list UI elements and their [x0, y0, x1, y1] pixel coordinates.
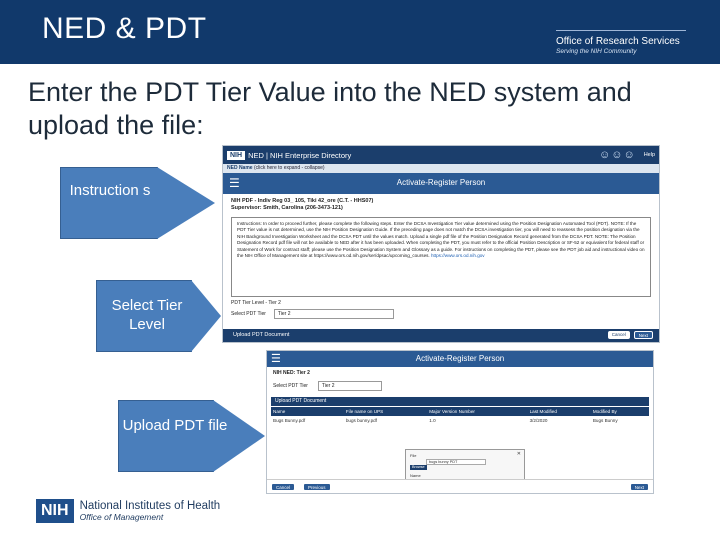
instructions-arrow-label: Instruction s: [69, 182, 151, 199]
hamburger-menu-icon[interactable]: ☰: [229, 176, 240, 190]
person-identity: NIH NED: Tier 2: [273, 370, 310, 376]
person-identity-line: NIH PDF - Indiv Reg 03_ 105, Tiki 42_ore (C.T. - HHS07): [231, 198, 374, 204]
browse-button[interactable]: Browse: [412, 465, 425, 469]
instructions-box: [231, 217, 651, 297]
people-icon: ☺☺☺: [598, 149, 636, 161]
upload-pdt-arrow: [118, 400, 266, 472]
page-title-bar: [223, 173, 659, 194]
cell-file-name: bugs bunny.pdf: [345, 418, 377, 423]
column-header[interactable]: File name on UPS: [344, 407, 427, 416]
name-label: Name: [410, 473, 421, 478]
help-link[interactable]: Help: [643, 152, 655, 158]
cancel-button[interactable]: Cancel: [271, 483, 295, 491]
person-identity: [223, 194, 659, 214]
documents-table: [271, 407, 649, 425]
upload-footer-label: Upload PDT Document: [233, 332, 290, 338]
column-header[interactable]: Name: [271, 407, 344, 416]
upload-section-header: Upload PDT Document: [271, 397, 649, 406]
cell-modified-by: Bugs Bunny: [592, 418, 618, 423]
nih-om-logo: [36, 499, 220, 523]
instructions-text: Instructions: In order to proceed further, please complete the following steps. Enter the DCSA Investigation Tier value determined using the Position Designation Automated Tool (PDT). NOTE: If the PDT Tier value is not determined, use the NIH Position Designation Guide. If the preceding page does not match the DCSA investigation tier, you will need to reassess the position designation via the NIH Background Investigation Worksheet and the DCSA PDT until the values match. Upload a single pdf file of the Position Designation Record generated from the DCSA PDT. NOTE: The Position Designation Record pdf file will not be available to NED after it has been uploaded. When completing the PDT, you must refer to the official Position Description or SF-52 or equivalent for federal staff or Statement of Work for contract staff; please use the Position Designation System and Glossary as a guide. For instructions on completing the PDT, please see the PDT job aid and instructional video on the NIH Office of Management site at https://www.ors.od.nih.gov/ser/dpsac/upcoming_courses.: [237, 221, 645, 259]
select-tier-arrow-label: Select Tier Level: [111, 297, 183, 333]
instructions-arrow: [60, 167, 220, 239]
cell-version: 1.0: [429, 418, 436, 423]
ned-name-label: NED Name: [227, 165, 253, 171]
tier-select-label: Select PDT Tier: [273, 383, 308, 389]
ned-app-title: NED | NIH Enterprise Directory: [248, 150, 352, 160]
file-input[interactable]: bugs bunny PDT: [426, 459, 486, 465]
table-header-row: [271, 407, 649, 416]
nih-name: National Institutes of Health: [79, 500, 221, 512]
tier-select-label: Select PDT Tier: [231, 311, 266, 317]
column-header[interactable]: Last Modified: [528, 407, 591, 416]
nih-logo: NIH: [36, 499, 74, 523]
form-footer: [267, 479, 653, 493]
tier-select[interactable]: Tier 2: [274, 309, 394, 319]
supervisor-line: Supervisor: Smith, Carolina (206-3473-121): [231, 205, 343, 211]
column-header[interactable]: Major Version Number: [427, 407, 527, 416]
page-title-bar: [267, 351, 653, 367]
cell-name: Bugs Bunny.pdf: [273, 418, 306, 423]
pdt-upload-screenshot: [266, 350, 654, 494]
select-tier-arrow: [96, 280, 222, 352]
instructions-link[interactable]: https://www.ors.od.nih.gov: [430, 253, 485, 259]
page-title: Activate-Register Person: [415, 354, 505, 363]
previous-button[interactable]: Previous: [303, 483, 331, 491]
tier-level-text: PDT Tier Level - Tier 2: [231, 300, 281, 306]
ors-logo-tagline: Serving the NIH Community: [556, 48, 637, 55]
nih-logo-small: NIH: [227, 151, 245, 160]
tier-select[interactable]: Tier 2: [318, 381, 382, 391]
upload-footer-bar: [223, 329, 659, 342]
column-header[interactable]: Modified By: [591, 407, 649, 416]
page-title: Activate-Register Person: [396, 178, 486, 187]
upload-pdt-arrow-label: Upload PDT file: [122, 417, 228, 434]
next-button[interactable]: Next: [630, 483, 649, 491]
tier-select-row: [223, 309, 659, 319]
title-banner: [0, 0, 720, 64]
cell-modified: 3/2/2020: [529, 418, 548, 423]
slide-headline: Enter the PDT Tier Value into the NED system and upload the file:: [28, 77, 632, 140]
hamburger-menu-icon[interactable]: ☰: [271, 353, 281, 365]
ors-logo-name: Office of Research Services: [556, 36, 680, 47]
table-row[interactable]: [271, 416, 649, 425]
ors-logo: [556, 30, 686, 55]
office-name: Office of Management: [79, 512, 164, 522]
close-icon[interactable]: ✕: [516, 451, 521, 457]
ned-top-bar: [223, 146, 659, 164]
next-button[interactable]: Next: [634, 331, 653, 339]
slide-title: NED & PDT: [42, 12, 207, 45]
ned-name-bar[interactable]: [223, 164, 659, 173]
ned-activate-register-screenshot: [222, 145, 660, 343]
tier-select-row: [267, 381, 653, 391]
ned-name-hint: (click here to expand - collapse): [253, 165, 325, 171]
file-label: File: [410, 453, 417, 458]
cancel-button[interactable]: Cancel: [608, 331, 630, 339]
